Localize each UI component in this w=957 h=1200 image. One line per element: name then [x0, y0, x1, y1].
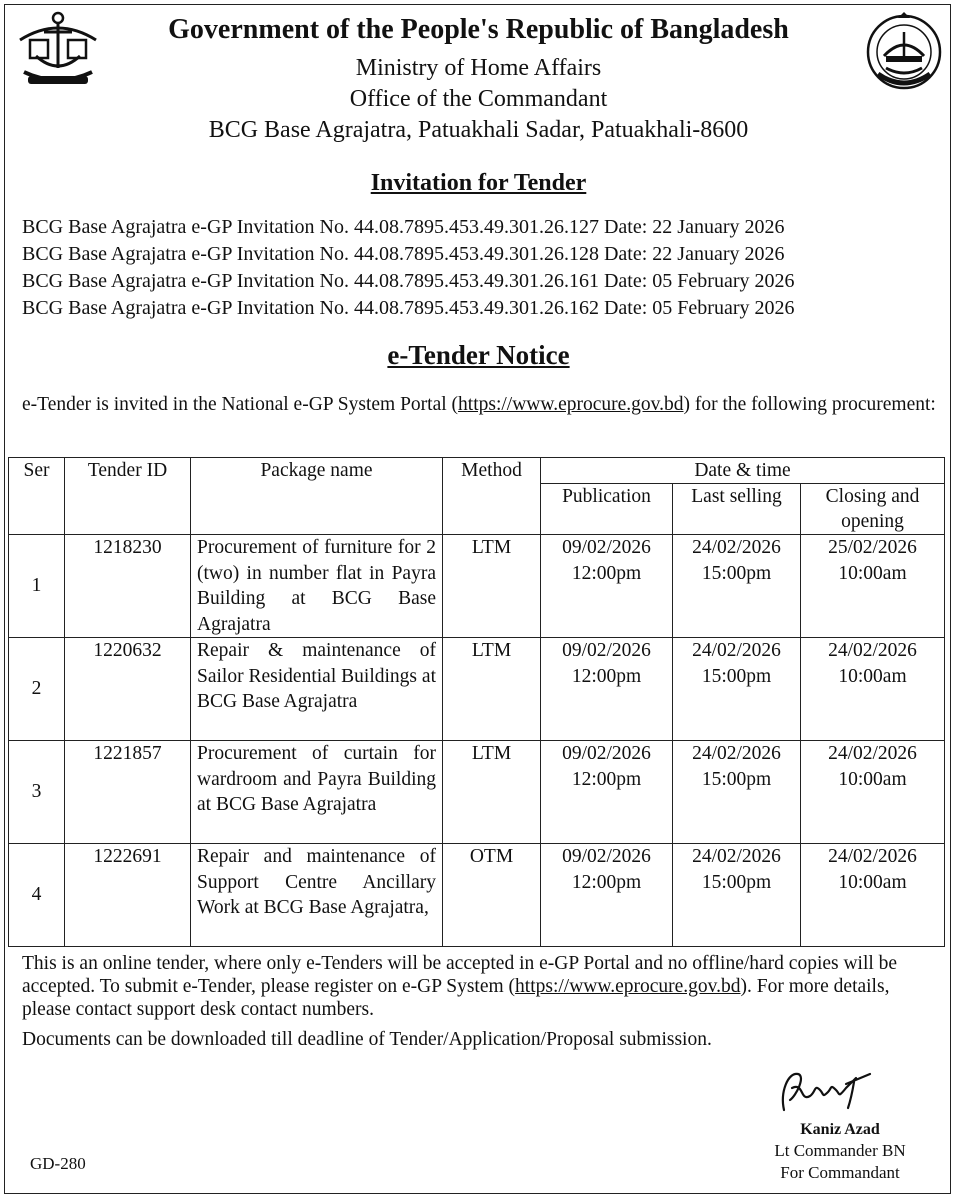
method-cell: OTM: [443, 844, 541, 947]
address-line: BCG Base Agrajatra, Patuakhali Sadar, Patuakhali-8600: [208, 117, 749, 143]
documents-paragraph: Documents can be downloaded till deadline of Tender/Application/Proposal submission.: [22, 1029, 712, 1050]
tender-table: [8, 457, 945, 947]
reference-code: GD-280: [30, 1154, 86, 1173]
signatory-name: Kaniz Azad: [800, 1121, 880, 1138]
table-header-row: [9, 458, 945, 484]
closing-cell: 24/02/2026 10:00am: [801, 844, 945, 947]
publication-cell: 09/02/2026 12:00pm: [541, 535, 673, 638]
eprocure-link[interactable]: https://www.eprocure.gov.bd: [458, 394, 684, 415]
online-tender-paragraph: This is an online tender, where only e-Tenders will be accepted in e-GP Portal and no offline/hard copies will be accepted. To submit e-Tender, please register on e-GP System (https://www.eprocure.gov.bd). For more details, please contact support desk contact numbers.: [22, 953, 898, 1020]
col-header-date-time: Date & time: [541, 458, 945, 484]
closing-cell: 25/02/2026 10:00am: [801, 535, 945, 638]
signature-image: [770, 1062, 880, 1118]
eprocure-link[interactable]: https://www.eprocure.gov.bd: [515, 976, 741, 997]
col-header-last-selling: Last selling: [673, 484, 801, 535]
invitation-line: BCG Base Agrajatra e-GP Invitation No. 44.08.7895.453.49.301.26.128 Date: 22 January 2026: [22, 243, 785, 265]
table-row: [9, 535, 945, 638]
package-cell: Procurement of curtain for wardroom and Payra Building at BCG Base Agrajatra: [191, 741, 443, 844]
tender-id-cell: 1222691: [65, 844, 191, 947]
last-selling-cell: 24/02/2026 15:00pm: [673, 741, 801, 844]
col-header-tender-id: Tender ID: [65, 458, 191, 535]
col-header-closing: Closing and opening: [801, 484, 945, 535]
table-row: [9, 741, 945, 844]
tender-id-cell: 1220632: [65, 638, 191, 741]
last-selling-cell: 24/02/2026 15:00pm: [673, 844, 801, 947]
ser-cell: 4: [9, 844, 65, 947]
table-row: [9, 844, 945, 947]
last-selling-cell: 24/02/2026 15:00pm: [673, 638, 801, 741]
signatory-role: For Commandant: [780, 1163, 900, 1182]
package-cell: Repair & maintenance of Sailor Residential Buildings at BCG Base Agrajatra: [191, 638, 443, 741]
invitation-line: BCG Base Agrajatra e-GP Invitation No. 44.08.7895.453.49.301.26.162 Date: 05 February 2026: [22, 297, 795, 319]
last-selling-cell: 24/02/2026 15:00pm: [673, 535, 801, 638]
government-heading: Government of the People's Republic of Bangladesh: [168, 14, 789, 45]
ministry-line: Ministry of Home Affairs: [355, 55, 602, 81]
method-cell: LTM: [443, 741, 541, 844]
package-cell: Repair and maintenance of Support Centre Ancillary Work at BCG Base Agrajatra,: [191, 844, 443, 947]
notice-intro: e-Tender is invited in the National e-GP System Portal (https://www.eprocure.gov.bd) for the following procurement:: [22, 394, 936, 415]
closing-cell: 24/02/2026 10:00am: [801, 741, 945, 844]
ser-cell: 2: [9, 638, 65, 741]
ser-cell: 1: [9, 535, 65, 638]
publication-cell: 09/02/2026 12:00pm: [541, 741, 673, 844]
signatory-rank: Lt Commander BN: [774, 1141, 906, 1160]
notice-title: e-Tender Notice: [387, 340, 570, 370]
publication-cell: 09/02/2026 12:00pm: [541, 844, 673, 947]
col-header-publication: Publication: [541, 484, 673, 535]
office-line: Office of the Commandant: [349, 86, 608, 112]
table-row: [9, 638, 945, 741]
invitation-line: BCG Base Agrajatra e-GP Invitation No. 44.08.7895.453.49.301.26.161 Date: 05 February 2026: [22, 270, 795, 292]
tender-id-cell: 1218230: [65, 535, 191, 638]
col-header-ser: Ser: [9, 458, 65, 535]
publication-cell: 09/02/2026 12:00pm: [541, 638, 673, 741]
method-cell: LTM: [443, 535, 541, 638]
closing-cell: 24/02/2026 10:00am: [801, 638, 945, 741]
col-header-method: Method: [443, 458, 541, 535]
ser-cell: 3: [9, 741, 65, 844]
tender-id-cell: 1221857: [65, 741, 191, 844]
invitation-title: Invitation for Tender: [370, 170, 587, 196]
col-header-package: Package name: [191, 458, 443, 535]
invitation-line: BCG Base Agrajatra e-GP Invitation No. 44.08.7895.453.49.301.26.127 Date: 22 January 2026: [22, 216, 785, 238]
method-cell: LTM: [443, 638, 541, 741]
package-cell: Procurement of furniture for 2 (two) in number flat in Payra Building at BCG Base Agrajatra: [191, 535, 443, 638]
